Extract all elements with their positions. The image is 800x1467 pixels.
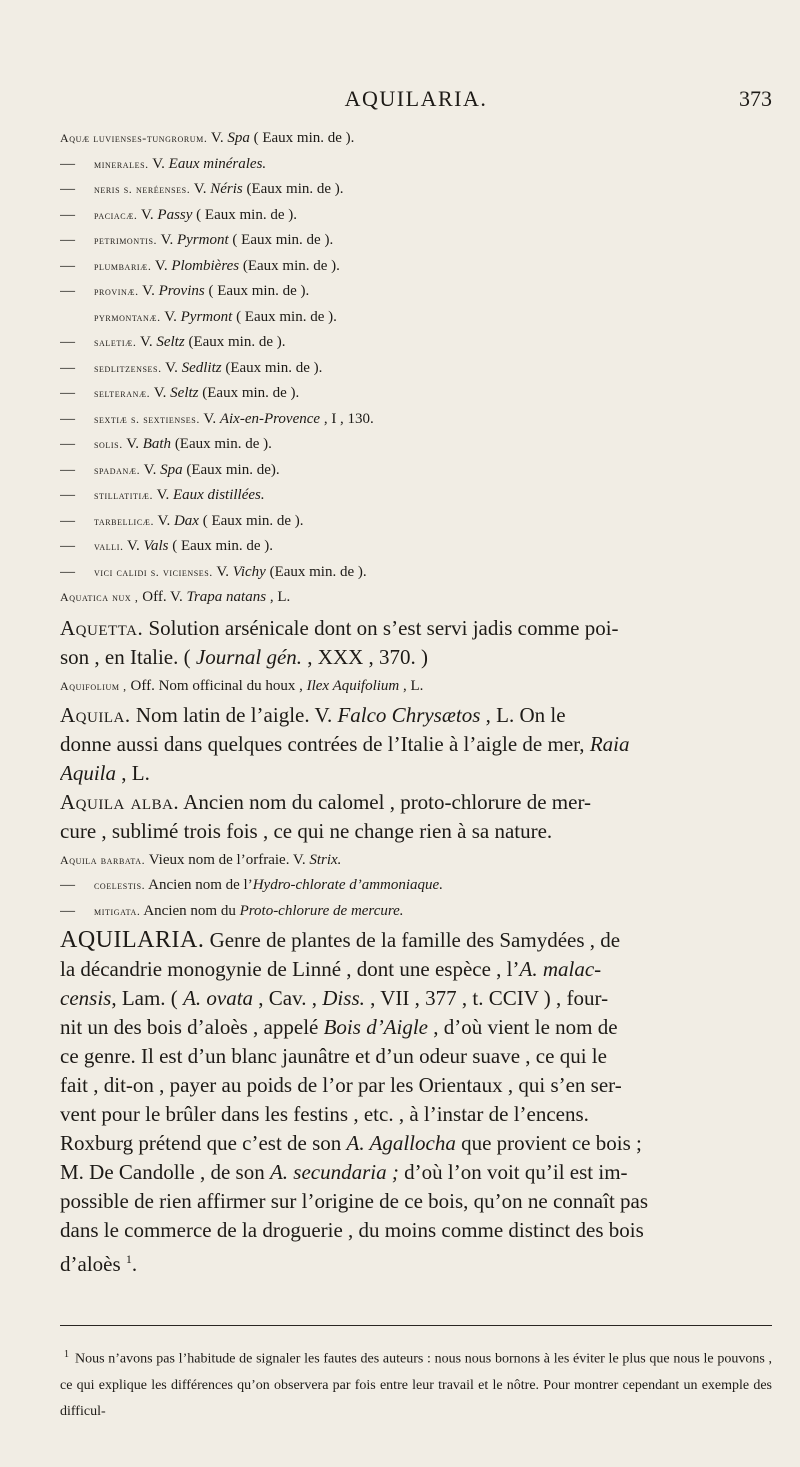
entry-text: V.	[154, 512, 174, 529]
entry-text: V.	[157, 232, 177, 248]
entry-dash: —	[60, 512, 75, 529]
aquila-subentry-1	[60, 873, 772, 899]
entry-text: (Eaux min. de ).	[242, 181, 344, 197]
entry-aquilaria	[60, 926, 772, 1279]
entry-reference: Aix-en-Provence	[219, 410, 321, 427]
entry-reference: Seltz	[156, 334, 185, 350]
aqua-entry-9	[60, 356, 772, 382]
entry-reference: Seltz	[170, 385, 199, 401]
entry-text: M. De Candolle , de son	[60, 1160, 270, 1184]
entry-aquila-line-3: Aquila , L.	[60, 760, 150, 785]
entry-text: , Cav. ,	[253, 986, 323, 1010]
entry-reference: Bois d’Aigle	[323, 1015, 429, 1039]
entry-text: (Eaux min. de ).	[265, 563, 367, 580]
entry-text: dans le commerce de la droguerie , du moins comme distinct des bois	[60, 1218, 644, 1242]
aqua-entry-17	[60, 560, 772, 586]
entry-dash: —	[60, 334, 75, 350]
entry-text: , VII , 377 , t. CCIV ) , four-	[364, 986, 609, 1010]
aquilaria-line-1	[60, 926, 772, 955]
aquila-subentry-0	[60, 848, 772, 874]
entry-headword: tarbellicæ.	[94, 513, 155, 528]
entry-dash: —	[60, 206, 75, 223]
aquila-entries-list	[60, 848, 772, 925]
entry-reference: Provins	[158, 283, 205, 299]
footnote	[60, 1342, 772, 1425]
entry-headword: petrimontis.	[94, 233, 158, 247]
page-number: 373	[739, 86, 772, 111]
entry-text: V.	[190, 181, 211, 197]
entry-headword: pyrmontanæ.	[94, 309, 161, 324]
entry-headword: provinæ.	[94, 284, 139, 298]
aqua-entry-0	[60, 126, 772, 152]
entry-text: (Eaux min. de ).	[171, 436, 272, 452]
running-head	[60, 86, 772, 120]
entry-headword: plumbariæ.	[94, 258, 152, 273]
entry-text: que provient ce bois ;	[455, 1131, 642, 1155]
entry-text: ( Eaux min. de ).	[228, 232, 334, 248]
entry-headword: selteranæ.	[94, 386, 151, 400]
aquilaria-line-3	[60, 984, 772, 1013]
entry-reference: Hydro-chlorate d’ammoniaque.	[252, 877, 443, 893]
aqua-entry-3	[60, 203, 772, 229]
entry-text: (Eaux min. de).	[182, 461, 280, 478]
entry-headword: sextiæ s. sextienses.	[94, 411, 200, 426]
footnote-text: Nous n’avons pas l’habitude de signaler les fautes des auteurs : nous nous bornons à les éviter le plus que nous le pouvons , ce qui explique les différences qu’on observera par fois entre leur travail et le nôtre. Pour montrer cependant un exemple des difficul-	[60, 1351, 772, 1419]
entry-headword: AQUILARIA.	[60, 927, 205, 953]
aqua-entry-8	[60, 330, 772, 356]
aquilaria-line-10	[60, 1187, 772, 1216]
entry-dash: —	[60, 877, 75, 893]
aqua-entry-5	[60, 254, 772, 280]
entry-headword: sedlitzenses.	[94, 360, 162, 375]
entry-reference: A. secundaria ;	[269, 1160, 399, 1184]
aqua-entry-16	[60, 534, 772, 560]
aqua-entry-4	[60, 228, 772, 254]
entry-aquila-line-1: Aquila. Nom latin de l’aigle. V. Falco Chrysætos , L. On le	[60, 702, 566, 727]
entry-headword: Aquatica nux ,	[60, 590, 139, 604]
entry-dash: —	[60, 902, 75, 919]
entry-reference: Vichy	[232, 563, 266, 580]
entry-reference: Spa	[160, 461, 183, 478]
entry-aquila-alba-line-1: Aquila alba. Ancien nom du calomel , proto-chlorure de mer-	[60, 789, 592, 814]
entry-reference: Bath	[142, 436, 172, 452]
entry-text: V.	[207, 130, 228, 146]
aquilaria-line-2	[60, 955, 772, 984]
entry-reference: Sedlitz	[181, 359, 222, 376]
entry-headword: stillatitiæ.	[94, 488, 154, 502]
entry-reference: Eaux minérales.	[168, 155, 267, 172]
entry-text: Ancien nom du	[140, 902, 240, 919]
aquilaria-line-11	[60, 1216, 772, 1245]
entry-headword: mitigata.	[94, 903, 141, 918]
entry-text: , I , 130.	[320, 410, 374, 427]
entry-dash: —	[60, 563, 75, 580]
entry-text: fait , dit-on , payer au poids de l’or par les Orientaux , qui s’en ser-	[60, 1073, 622, 1097]
entry-reference: Trapa natans	[186, 589, 267, 605]
aqua-entry-1	[60, 152, 772, 178]
entry-text: Roxburg prétend que c’est de son	[60, 1131, 347, 1155]
entry-text: V.	[150, 385, 171, 401]
entry-text: Genre de plantes de la famille des Samydées , de	[204, 928, 621, 952]
entry-text: ( Eaux min. de ).	[204, 283, 310, 299]
entry-dash: —	[60, 232, 75, 248]
entry-headword: minerales.	[94, 156, 149, 171]
entry-reference: Dax	[173, 512, 199, 529]
dictionary-entries	[60, 126, 772, 1279]
entry-text: ( Eaux min. de ).	[198, 512, 304, 529]
aquilaria-line-8	[60, 1129, 772, 1158]
entry-text: ( Eaux min. de ).	[232, 308, 337, 325]
entry-dash: —	[60, 487, 75, 503]
entry-text: d’où l’on voit qu’il est im-	[398, 1160, 628, 1184]
entry-text: , Lam. (	[111, 986, 184, 1010]
entry-reference: Vals	[143, 538, 169, 554]
entry-reference: Eaux distillées.	[172, 487, 265, 503]
aqua-entry-12	[60, 432, 772, 458]
aqua-entry-7	[60, 305, 772, 331]
entry-text: (Eaux min. de ).	[198, 385, 300, 401]
entry-dash: —	[60, 410, 75, 427]
entry-text: (Eaux min. de ).	[184, 334, 286, 350]
entry-text: V.	[151, 257, 172, 274]
entry-text: Ancien nom de l’	[145, 877, 253, 893]
entry-text: V.	[136, 334, 157, 350]
entry-text: ce genre. Il est d’un blanc jaunâtre et d’un odeur suave , ce qui le	[60, 1044, 607, 1068]
entry-reference: A. Agallocha	[346, 1131, 456, 1155]
entry-text: V.	[138, 283, 159, 299]
entry-text: V.	[199, 410, 220, 427]
entry-headword: Aquila barbata.	[60, 852, 146, 867]
entry-headword: valli.	[94, 539, 124, 553]
entry-headword: saletiæ.	[94, 335, 137, 349]
entry-text: , L.	[266, 589, 291, 605]
footnote-ref: 1	[125, 1252, 132, 1266]
aqua-entries-list	[60, 126, 772, 611]
entry-reference: Passy	[157, 206, 193, 223]
entry-headword: paciacæ.	[94, 207, 138, 222]
entry-aquifolium: Aquifolium , Off. Nom officinal du houx , Ilex Aquifolium , L.	[60, 677, 424, 694]
entry-reference: Plombières	[171, 257, 240, 274]
entry-headword: neris s. neréenses.	[94, 182, 191, 196]
entry-dash: —	[60, 155, 75, 172]
aquilaria-line-5	[60, 1042, 772, 1071]
entry-dash: —	[60, 538, 75, 554]
entry-text: V.	[140, 461, 161, 478]
aqua-entry-10	[60, 381, 772, 407]
entry-reference: Néris	[210, 181, 243, 197]
entry-dash: —	[60, 283, 75, 299]
entry-text: V.	[153, 487, 173, 503]
entry-reference: Spa	[227, 130, 250, 146]
entry-text: V.	[161, 359, 182, 376]
aquilaria-line-12	[60, 1245, 772, 1279]
entry-text: ( Eaux min. de ).	[192, 206, 297, 223]
entry-dash: —	[60, 436, 75, 452]
aqua-entry-11	[60, 407, 772, 433]
entry-text: (Eaux min. de ).	[239, 257, 340, 274]
aqua-entry-6	[60, 279, 772, 305]
entry-dash: —	[60, 257, 75, 274]
aqua-entry-14	[60, 483, 772, 509]
footnote-marker: 1	[64, 1349, 69, 1360]
entry-text: V.	[160, 308, 181, 325]
entry-headword: coelestis.	[94, 878, 146, 892]
entry-reference: Strix.	[309, 851, 342, 868]
entry-aquetta-line-2: son , en Italie. ( Journal gén. , XXX , 370. )	[60, 644, 429, 669]
aquilaria-line-4	[60, 1013, 772, 1042]
entry-reference: Proto-chlorure de mercure.	[239, 902, 404, 919]
aqua-entry-15	[60, 509, 772, 535]
footnote-rule	[60, 1325, 772, 1326]
entry-reference: A. ovata	[183, 986, 254, 1010]
aquilaria-line-9	[60, 1158, 772, 1187]
aquilaria-line-7	[60, 1100, 772, 1129]
entry-dash: —	[60, 359, 75, 376]
entry-text: la décandrie monogynie de Linné , dont une espèce , l’	[60, 957, 520, 981]
entry-headword: spadanæ.	[94, 462, 141, 477]
entry-reference: censis	[60, 986, 112, 1010]
entry-text: ( Eaux min. de ).	[249, 130, 355, 146]
entry-aquila-alba-line-2: cure , sublimé trois fois , ce qui ne change rien à sa nature.	[60, 818, 553, 843]
entry-text: V.	[212, 563, 233, 580]
entry-aquetta-line-1: Aquetta. Solution arsénicale dont on s’est servi jadis comme poi-	[60, 615, 619, 640]
entry-headword: Aquæ luvienses-tungrorum.	[60, 131, 208, 145]
entry-dash: —	[60, 385, 75, 401]
page-title: AQUILARIA.	[344, 86, 488, 111]
entry-reference: A. malac-	[519, 957, 602, 981]
entry-text: Vieux nom de l’orfraie. V.	[145, 851, 310, 868]
entry-headword: vici calidi s. vicienses.	[94, 564, 213, 579]
entry-reference: Pyrmont	[176, 232, 229, 248]
entry-headword: solis.	[94, 437, 123, 451]
entry-reference: Pyrmont	[180, 308, 233, 325]
entry-text: ( Eaux min. de ).	[168, 538, 274, 554]
entry-dash: —	[60, 461, 75, 478]
entry-text: V.	[122, 436, 143, 452]
aqua-entry-13	[60, 458, 772, 484]
entry-text: .	[131, 1252, 138, 1276]
entry-text: Off. V.	[138, 589, 187, 605]
entry-text: vent pour le brûler dans les festins , etc. , à l’instar de l’encens.	[60, 1102, 589, 1126]
entry-text: V.	[148, 155, 169, 172]
entry-dash: —	[60, 181, 75, 197]
aqua-entry-18	[60, 585, 772, 611]
entry-text: (Eaux min. de ).	[221, 359, 323, 376]
aquila-subentry-2	[60, 899, 772, 925]
entry-text: nit un des bois d’aloès , appelé	[60, 1015, 324, 1039]
entry-aquila-line-2: donne aussi dans quelques contrées de l’Italie à l’aigle de mer, Raia	[60, 731, 630, 756]
entry-text: , d’où vient le nom de	[428, 1015, 618, 1039]
entry-text: possible de rien affirmer sur l’origine de ce bois, qu’on ne connaît pas	[60, 1189, 649, 1213]
entry-text: V.	[123, 538, 144, 554]
entry-text: V.	[137, 206, 158, 223]
aquilaria-line-6	[60, 1071, 772, 1100]
aqua-entry-2	[60, 177, 772, 203]
entry-text: d’aloès	[60, 1252, 126, 1276]
entry-reference: Diss.	[322, 986, 365, 1010]
